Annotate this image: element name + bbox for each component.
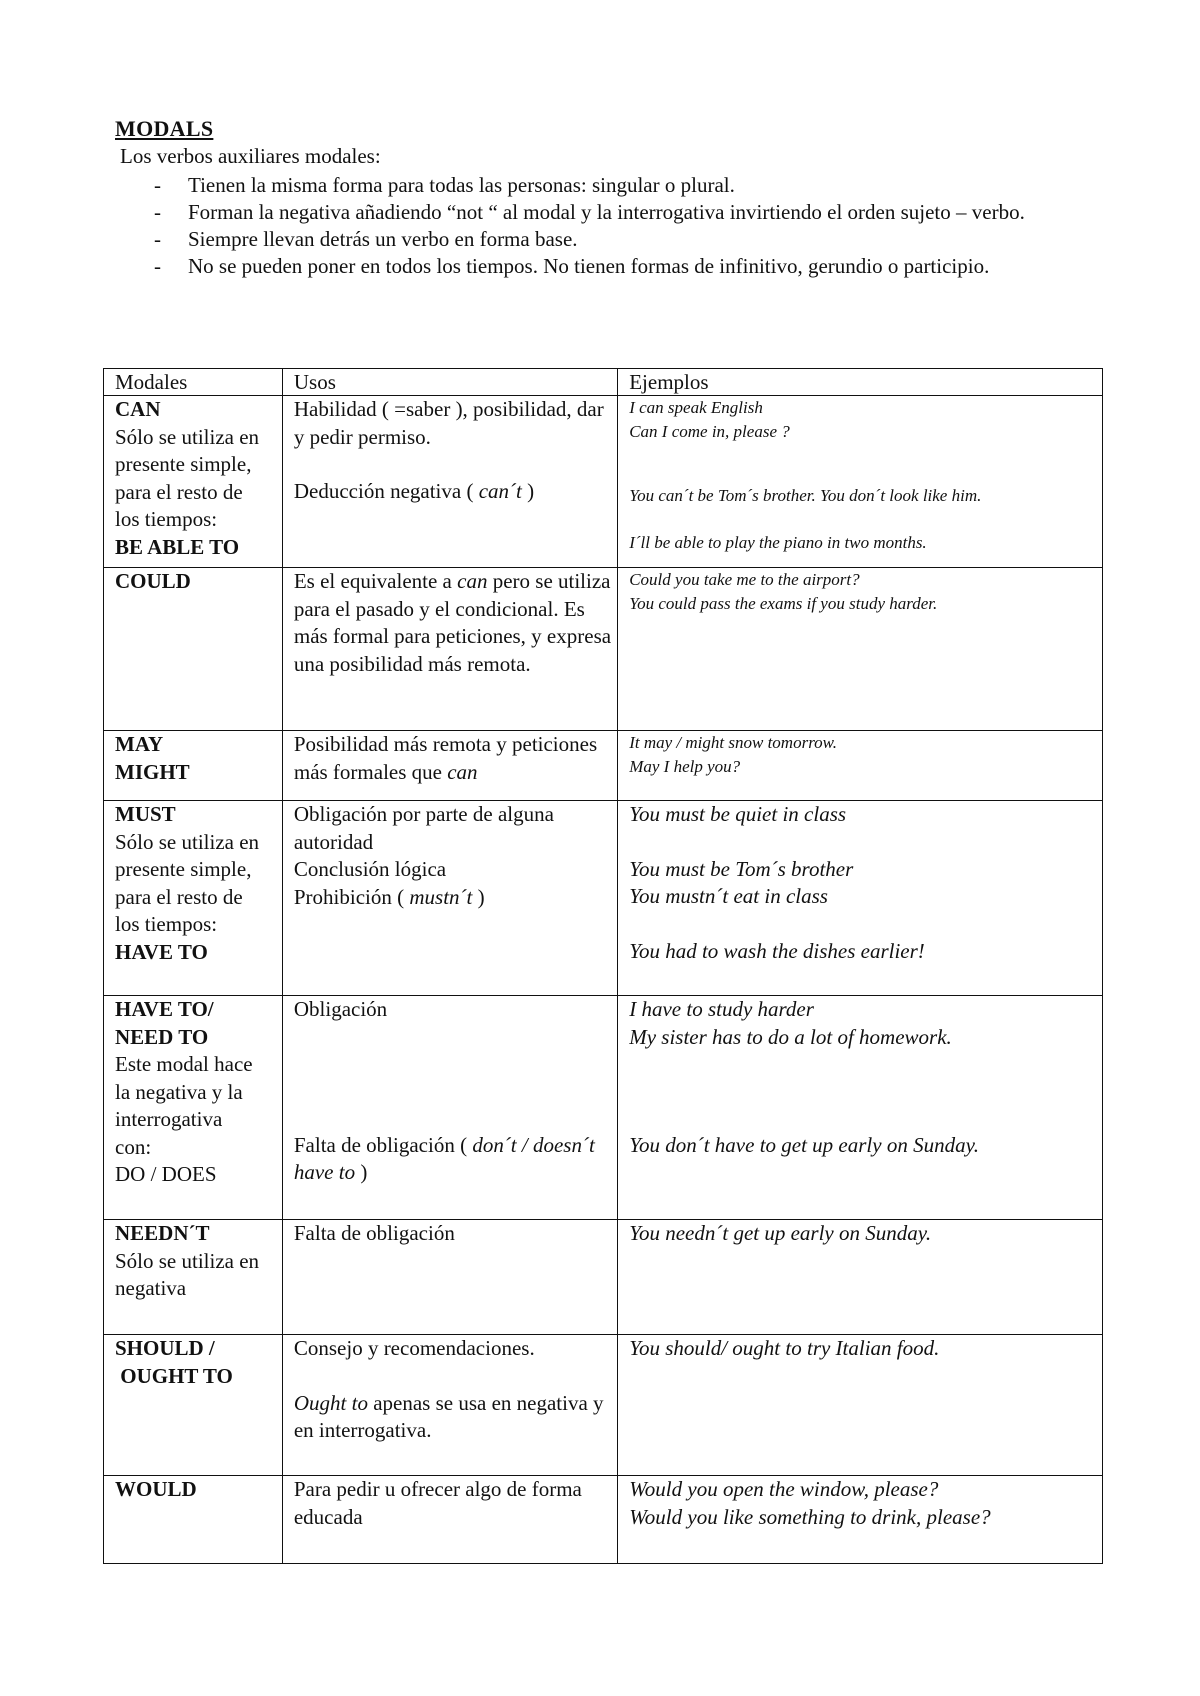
example-text: Can I come in, please ? (629, 422, 790, 441)
modal-cell (104, 996, 283, 1220)
header-usos: Usos (282, 369, 617, 396)
example-text: You mustn´t eat in class (629, 884, 828, 908)
modal-name: NEEDN´T (115, 1221, 210, 1245)
intro-text: Los verbos auxiliares modales: (120, 144, 381, 168)
modal-name: CAN (115, 397, 161, 421)
use-text: Habilidad ( =saber ), posibilidad, dar y pedir permiso. (293, 397, 604, 449)
modal-note-line: con: (115, 1134, 152, 1159)
modal-note-line: los tiempos: (115, 507, 218, 531)
example-text: Would you like something to drink, please? (629, 1504, 991, 1529)
table-row-could (104, 568, 1103, 731)
table-row-can (104, 396, 1103, 568)
uses-cell (282, 801, 617, 996)
use-text: Obligación por parte de alguna autoridad (293, 802, 554, 854)
table-row-have-to (104, 996, 1103, 1220)
table-header-row (104, 369, 1103, 396)
modal-note-line: negativa (115, 1276, 187, 1300)
example-text: You had to wash the dishes earlier! (629, 938, 925, 963)
use-text: Falta de obligación (293, 1221, 455, 1245)
modal-note-line: Este modal hace (115, 1052, 253, 1076)
modal-name: WOULD (115, 1477, 197, 1501)
modal-alternative: HAVE TO (115, 939, 208, 964)
modal-name: OUGHT TO (115, 1363, 233, 1388)
modal-name: NEED TO (115, 1024, 209, 1049)
modal-note-line: presente simple, (115, 857, 252, 881)
table-row-should (104, 1335, 1103, 1476)
example-text: You must be quiet in class (629, 802, 847, 826)
modal-name: COULD (115, 569, 191, 593)
uses-cell (282, 996, 617, 1220)
modal-name: MAY (115, 732, 164, 756)
uses-cell (282, 396, 617, 568)
modal-cell (104, 731, 283, 801)
use-text: Deducción negativa ( can´t ) (293, 479, 535, 503)
modal-cell (104, 1476, 283, 1564)
examples-cell (618, 1220, 1103, 1335)
examples-cell (618, 731, 1103, 801)
modal-note-line: DO / DOES (115, 1162, 217, 1186)
modal-note-line: los tiempos: (115, 912, 218, 936)
modal-note-line: Sólo se utiliza en (115, 1248, 260, 1273)
example-text: I can speak English (629, 398, 763, 417)
examples-cell (618, 1335, 1103, 1476)
modal-cell (104, 1220, 283, 1335)
example-text: I have to study harder (629, 997, 814, 1021)
use-text: Obligación (293, 997, 388, 1021)
modal-note-line: presente simple, (115, 452, 252, 476)
use-text: Ought to apenas se usa en negativa y en interrogativa. (293, 1390, 604, 1442)
use-text: Consejo y recomendaciones. (293, 1336, 535, 1360)
modal-note-line: para el resto de (115, 479, 243, 504)
table-row-must (104, 801, 1103, 996)
uses-cell (282, 1335, 617, 1476)
header-modales: Modales (104, 369, 283, 396)
uses-cell (282, 1220, 617, 1335)
modals-table (103, 368, 1103, 1564)
example-text: My sister has to do a lot of homework. (629, 1024, 952, 1049)
uses-cell (282, 731, 617, 801)
example-text: I´ll be able to play the piano in two months. (629, 533, 927, 552)
use-text: Falta de obligación ( don´t / doesn´t have to ) (293, 1132, 595, 1184)
modal-note-line: Sólo se utiliza en (115, 424, 260, 449)
examples-cell (618, 568, 1103, 731)
bullet-item: - Tienen la misma forma para todas las personas: singular o plural. (150, 172, 1100, 199)
examples-cell (618, 396, 1103, 568)
example-text: May I help you? (629, 757, 741, 776)
modal-note-line: la negativa y la (115, 1079, 243, 1104)
example-text: You could pass the exams if you study harder. (629, 594, 938, 613)
modal-note-line: interrogativa (115, 1107, 223, 1131)
use-text: Conclusión lógica (293, 857, 447, 881)
examples-cell (618, 1476, 1103, 1564)
modal-alternative: BE ABLE TO (115, 534, 240, 559)
header-ejemplos: Ejemplos (618, 369, 1103, 396)
use-text: Para pedir u ofrecer algo de forma educada (293, 1477, 582, 1529)
examples-cell (618, 996, 1103, 1220)
uses-cell (282, 1476, 617, 1564)
uses-cell (282, 568, 617, 731)
modal-name: MUST (115, 802, 176, 826)
table-row-neednt (104, 1220, 1103, 1335)
modal-name: HAVE TO/ (115, 997, 214, 1021)
table-row-may-might (104, 731, 1103, 801)
example-text: You should/ ought to try Italian food. (629, 1336, 940, 1360)
page-title: MODALS (115, 116, 214, 141)
modal-note-line: para el resto de (115, 884, 243, 909)
use-text: Prohibición ( mustn´t ) (293, 884, 485, 909)
use-text: Es el equivalente a can pero se utiliza para el pasado y el condicional. Es más formal para peticiones, y expresa una posibilidad más remota. (293, 569, 612, 676)
example-text: You don´t have to get up early on Sunday. (629, 1133, 979, 1157)
bullet-item: - Forman la negativa añadiendo “not “ al modal y la interrogativa invirtiendo el orden sujeto – verbo. (150, 199, 1100, 226)
modal-note-line: Sólo se utiliza en (115, 829, 260, 854)
modal-cell (104, 396, 283, 568)
bullet-item: - Siempre llevan detrás un verbo en forma base. (150, 226, 1100, 253)
modal-name: SHOULD / (115, 1336, 215, 1360)
example-text: You can´t be Tom´s brother. You don´t look like him. (629, 486, 982, 505)
modal-cell (104, 1335, 283, 1476)
example-text: You needn´t get up early on Sunday. (629, 1221, 932, 1245)
modal-cell (104, 568, 283, 731)
example-text: You must be Tom´s brother (629, 856, 854, 881)
use-text: Posibilidad más remota y peticiones más formales que can (293, 732, 598, 784)
modal-name: MIGHT (115, 759, 190, 784)
examples-cell (618, 801, 1103, 996)
example-text: Would you open the window, please? (629, 1477, 939, 1501)
modal-cell (104, 801, 283, 996)
example-text: Could you take me to the airport? (629, 570, 860, 589)
bullet-item: - No se pueden poner en todos los tiempos. No tienen formas de infinitivo, gerundio o participio. (150, 253, 1100, 280)
bullet-list (150, 172, 1100, 280)
example-text: It may / might snow tomorrow. (629, 733, 838, 752)
table-row-would (104, 1476, 1103, 1564)
